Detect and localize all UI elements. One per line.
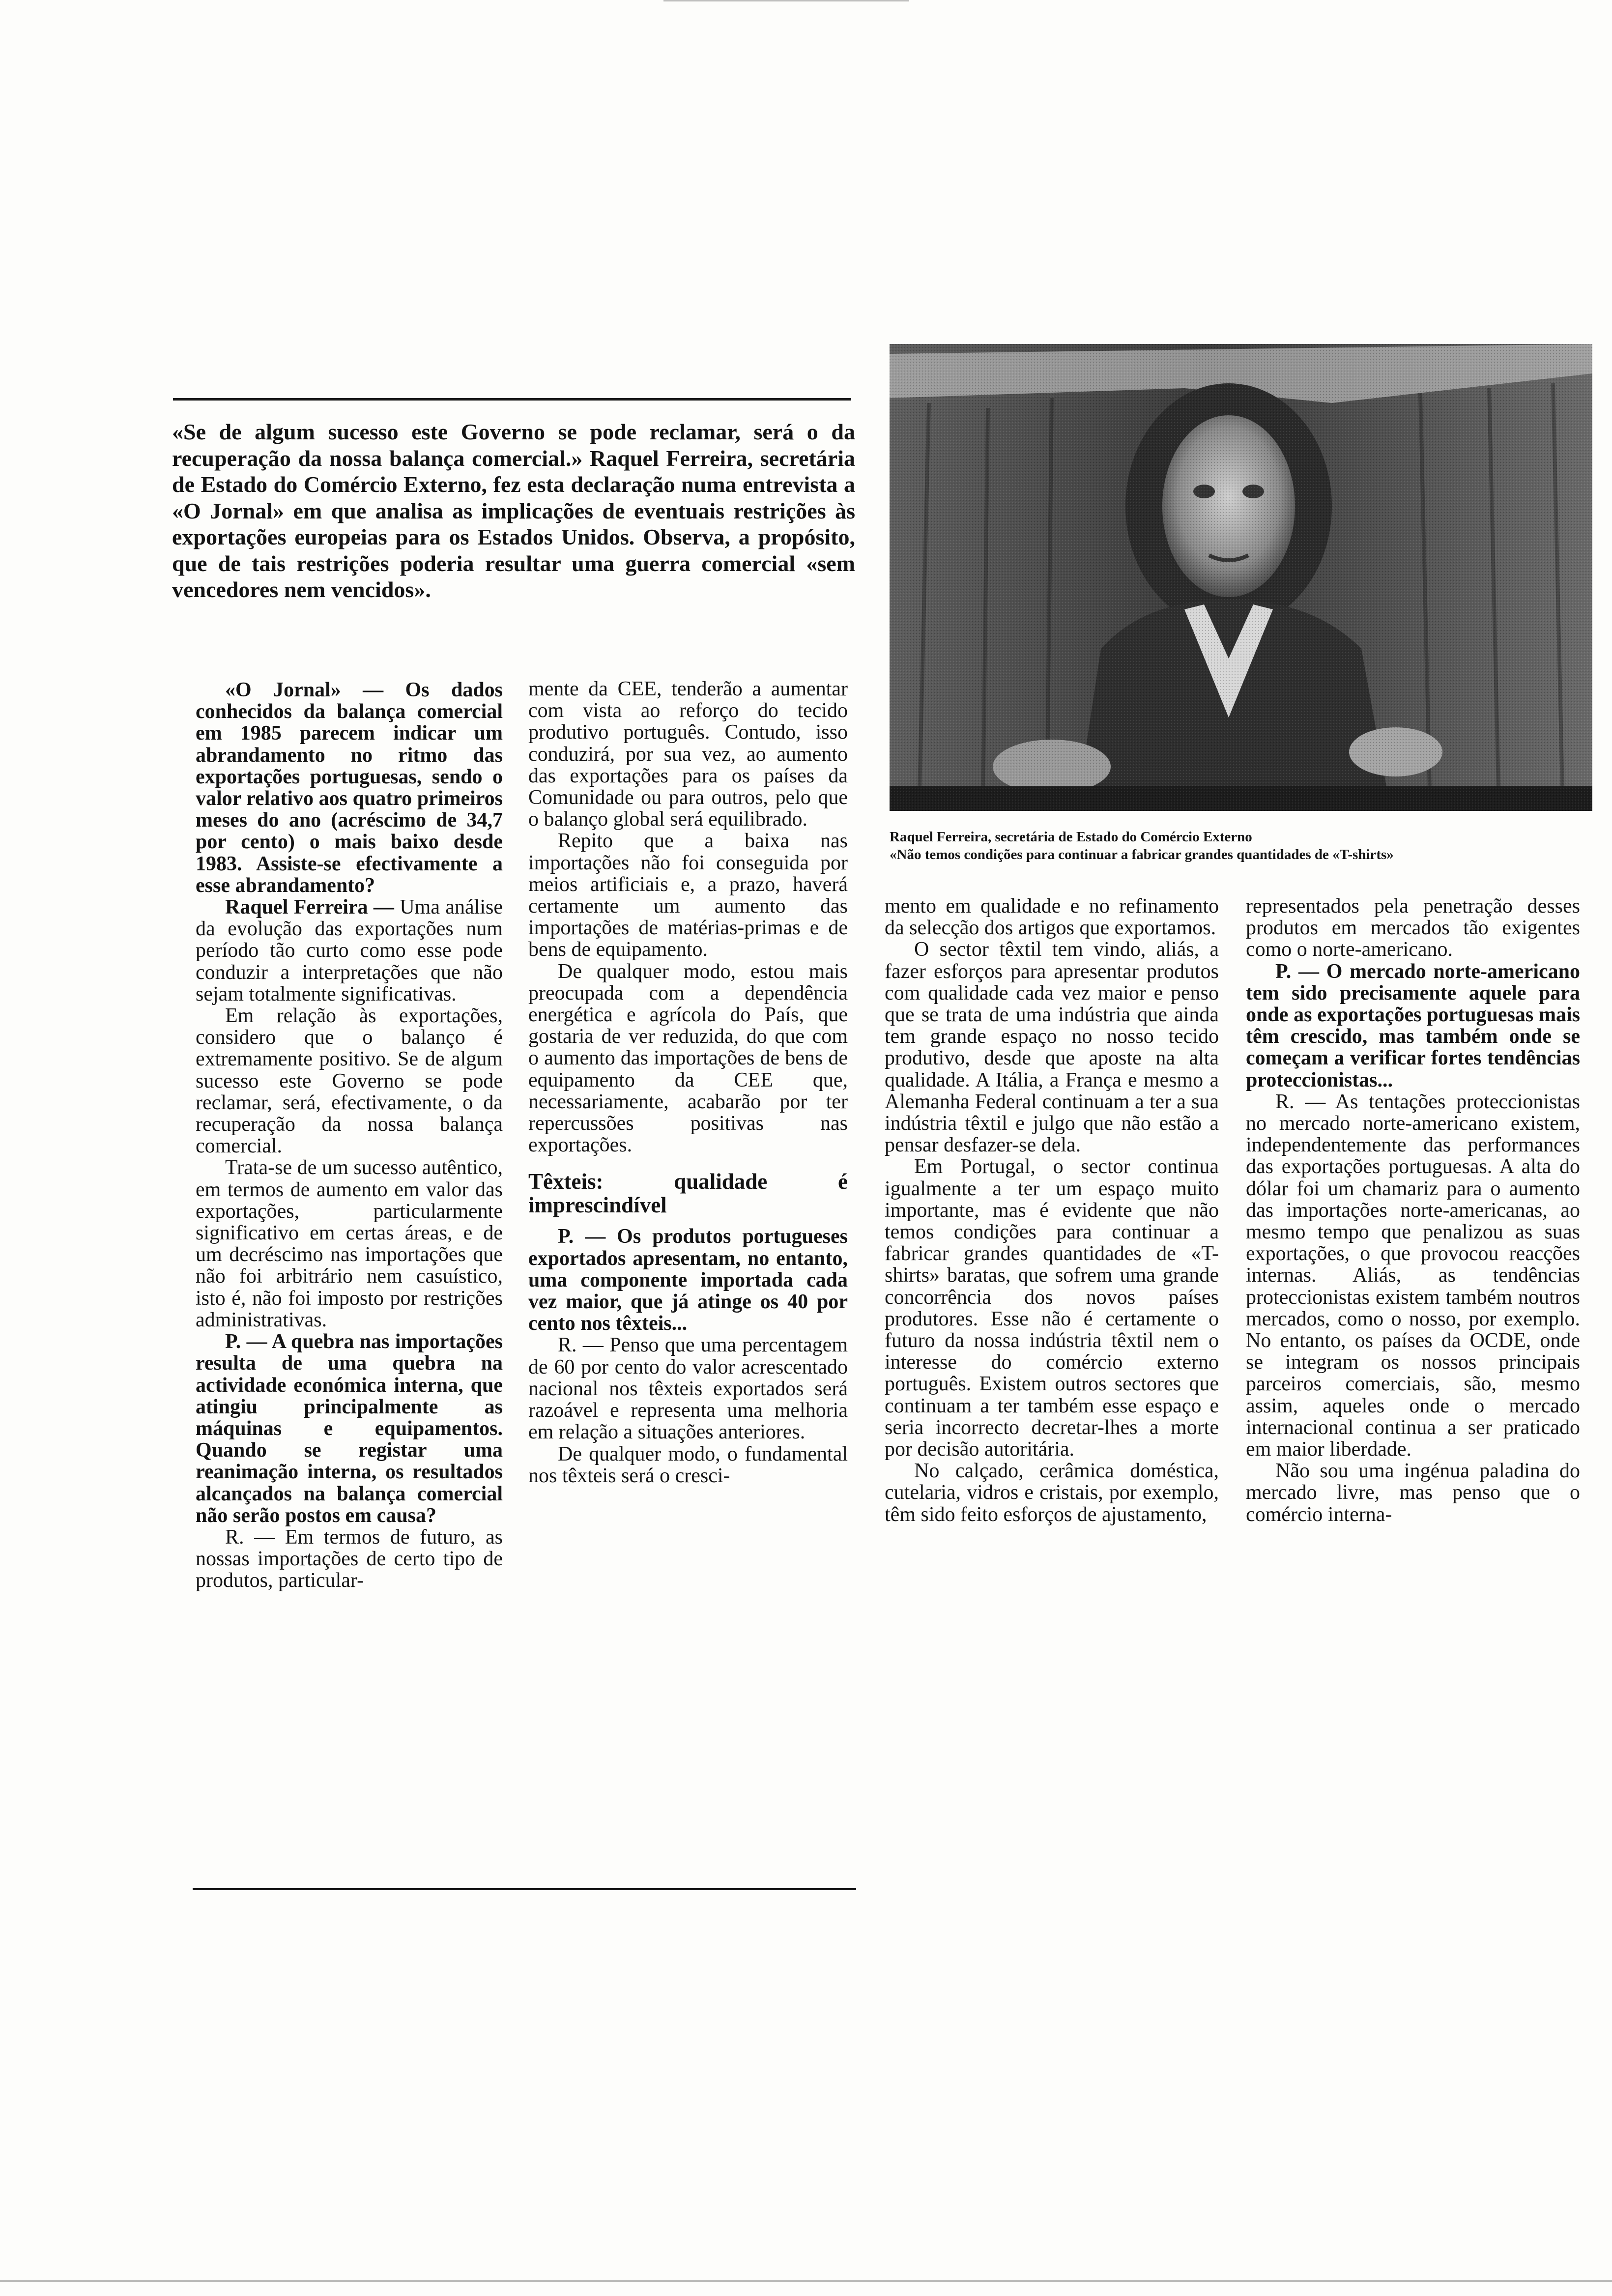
- caption-line-1: Raquel Ferreira, secretária de Estado do Comércio Externo: [890, 829, 1252, 845]
- photo-caption: [890, 828, 1597, 863]
- question-paragraph: P. — Os produtos portugueses exportados apresentam, no entanto, uma componente importada cada vez maior, que já atinge os 40 por cento nos têxteis...: [528, 1225, 848, 1335]
- question-paragraph: P. — O mercado norte-americano tem sido precisamente aquele para onde as exportações portuguesas mais têm crescido, mas também onde se começam a verificar fortes tendências proteccionistas...: [1246, 960, 1580, 1091]
- scan-noise: [663, 0, 909, 1]
- scan-noise: [0, 2280, 1612, 2282]
- paragraph: De qualquer modo, o fundamental nos têxteis será o cresci-: [528, 1442, 848, 1487]
- caption-line-2: «Não temos condições para continuar a fabricar grandes quantidades de «T-shirts»: [890, 847, 1394, 862]
- article-column-1: [196, 679, 503, 1592]
- article-column-4: [1246, 895, 1580, 1525]
- section-heading: Têxteis: qualidade é imprescindível: [528, 1169, 848, 1218]
- paragraph: Trata-se de um sucesso autêntico, em termos de aumento em valor das exportações, particularmente significativo em certas áreas, e de um decréscimo nas importações que não foi arbitrário nem casuístico, isto é, não foi imposto por restrições administrativas.: [196, 1156, 503, 1331]
- article-column-3: [885, 895, 1219, 1525]
- question-text: Os dados conhecidos da balança comercial em 1985 parecem indicar um abrandamento no ritmo das exportações portuguesas, sendo o valor relativo aos quatro primeiros meses do ano (acréscimo de 34,7 por cento) o mais baixo desde 1983. Assiste-se efectivamente a esse abrandamento?: [196, 679, 503, 897]
- answer-paragraph: R. — Em termos de futuro, as nossas importações de certo tipo de produtos, particular-: [196, 1525, 503, 1592]
- answer-paragraph: R. — As tentações proteccionistas no mercado norte-americano existem, independentemente das performances das exportações portuguesas. A alta do dólar foi um chamariz para o aumento das importações norte-americanas, ao mesmo tempo que penalizou as suas exportações, o que provocou reacções internas. Aliás, as tendências proteccionistas existem também noutros mercados, como o nosso, por exemplo. No entanto, os países da OCDE, onde se integram os nossos principais parceiros comerciais, são, mesmo assim, aqueles onde o mercado internacional continua a ser praticado em maior liberdade.: [1246, 1090, 1580, 1461]
- bottom-rule: [193, 1888, 856, 1890]
- paragraph: mente da CEE, tenderão a aumentar com vista ao reforço do tecido produtivo português. Contudo, isso conduzirá, por sua vez, ao aumento das exportações para os países da Comunidade ou para outros, pelo que o balanço global será equilibrado.: [528, 678, 848, 831]
- paragraph: representados pela penetração desses produtos em mercados tão exigentes como o norte-americano.: [1246, 895, 1580, 961]
- portrait-photo: [890, 344, 1592, 811]
- lead-paragraph: «Se de algum sucesso este Governo se pode reclamar, será o da recuperação da nossa balança comercial.» Raquel Ferreira, secretária de Estado do Comércio Externo, fez esta declaração numa entrevista a «O Jornal» em que analisa as implicações de eventuais restrições às exportações europeias para os Estados Unidos. Observa, a propósito, que de tais restrições poderia resultar uma guerra comercial «sem vencedores nem vencidos».: [172, 419, 855, 602]
- paragraph: O sector têxtil tem vindo, aliás, a fazer esforços para apresentar produtos com qualidade cada vez maior e penso que se trata de uma indústria que ainda tem grande espaço no nosso tecido produtivo, desde que aposte na alta qualidade. A Itália, a França e mesmo a Alemanha Federal continuam a ter a sua indústria têxtil e julgo que não estão a pensar desfazer-se dela.: [885, 938, 1219, 1157]
- paragraph: No calçado, cerâmica doméstica, cutelaria, vidros e cristais, por exemplo, têm sido feito esforços de ajustamento,: [885, 1460, 1219, 1526]
- paragraph: Não sou uma ingénua paladina do mercado livre, mas penso que o comércio interna-: [1246, 1460, 1580, 1526]
- paragraph: De qualquer modo, estou mais preocupada com a dependência energética e agrícola do País, que gostaria de ver reduzida, do que com o aumento das importações de bens de equipamento da CEE que, necessariamente, acabarão por ter repercussões positivas nas exportações.: [528, 960, 848, 1157]
- top-rule: [173, 398, 851, 401]
- answer-paragraph: R. — Penso que uma percentagem de 60 por cento do valor acrescentado nacional nos têxteis exportados será razoável e representa uma melhoria em relação a situações anteriores.: [528, 1334, 848, 1444]
- paragraph: Em Portugal, o sector continua igualmente a ter um espaço muito importante, mas é evidente que não temos condições para continuar a fabricar grandes quantidades de «T-shirts» baratas, que sofrem uma grande concorrência dos novos países produtores. Esse não é certamente o futuro da nossa indústria têxtil nem o interesse do comércio externo português. Existem outros sectores que continuam a ter também esse espaço e seria incorrecto decretar-lhes a morte por decisão autoritária.: [885, 1155, 1219, 1461]
- speaker-label: Raquel Ferreira —: [225, 896, 394, 919]
- paragraph: mento em qualidade e no refinamento da selecção dos artigos que exportamos.: [885, 895, 1219, 940]
- paragraph: Repito que a baixa nas importações não foi conseguida por meios artificiais e, a prazo, haverá certamente um aumento das importações de matérias-primas e de bens de equipamento.: [528, 830, 848, 961]
- paragraph: Em relação às exportações, considero que o balanço é extremamente positivo. Se de algum sucesso este Governo se pode reclamar, será, efectivamente, o da recuperação da nossa balança comercial.: [196, 1004, 503, 1158]
- question-paragraph: P. — A quebra nas importações resulta de uma quebra na actividade económica interna, que atingiu principalmente as máquinas e equipamentos. Quando se registar uma reanimação interna, os resultados alcançados na balança comercial não serão postos em causa?: [196, 1330, 503, 1527]
- speaker-label: «O Jornal» —: [225, 679, 384, 701]
- answer-text: Uma análise da evolução das exportações num período tão curto como esse pode conduzir a interpretações que não sejam totalmente significativas.: [196, 896, 503, 1005]
- article-column-2: [528, 678, 848, 1487]
